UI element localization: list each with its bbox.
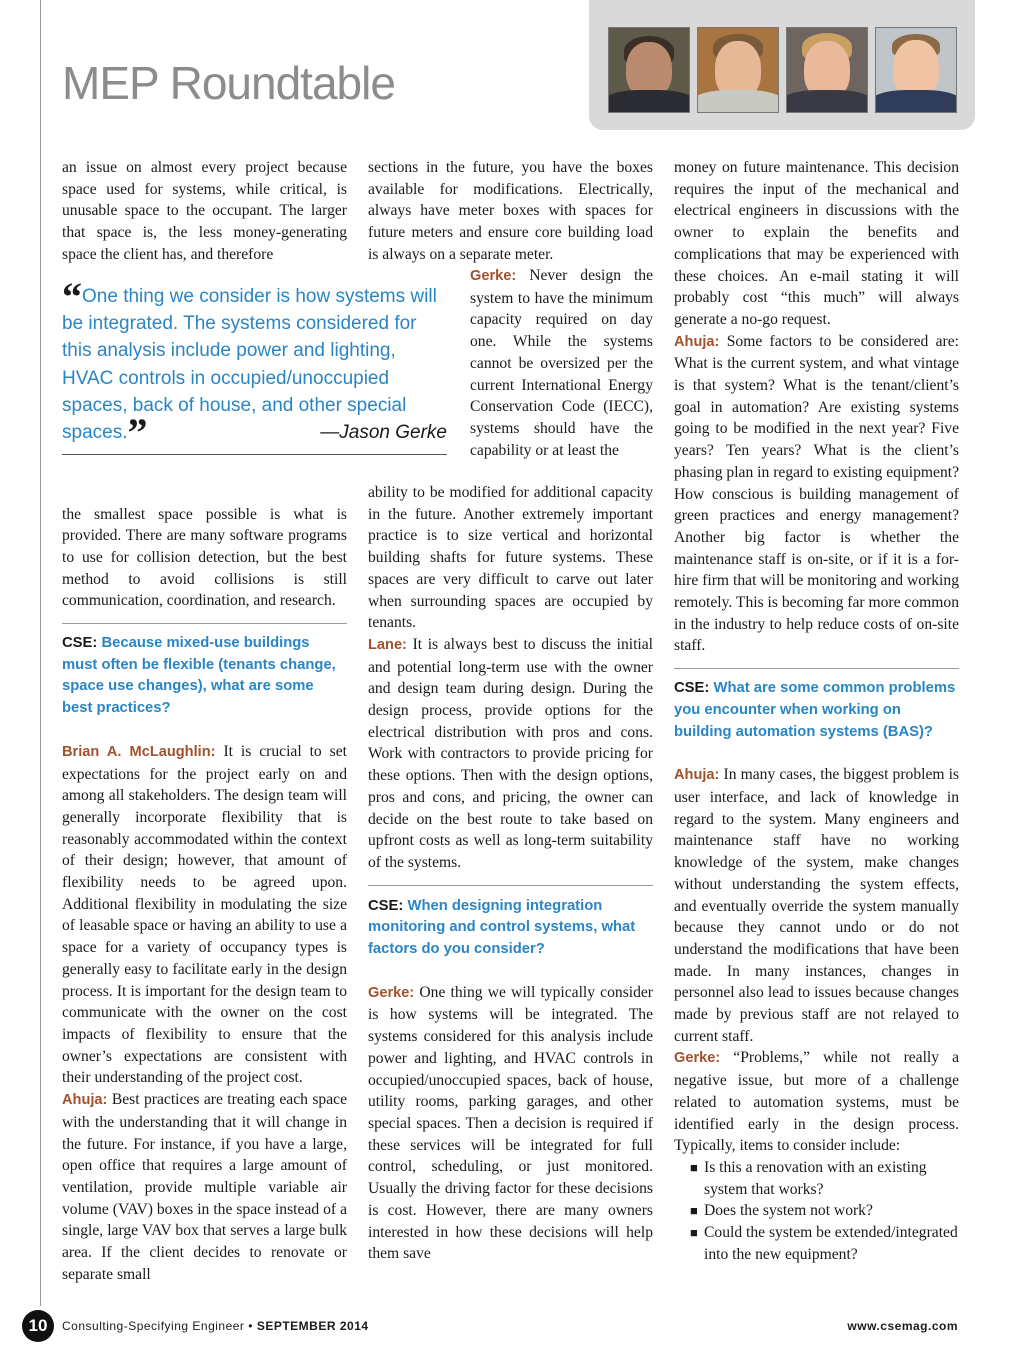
question-1: CSE: Because mixed-use buildings must often be flexible (tenants change, space use changes), what are some best practices? — [62, 635, 336, 717]
considerations-list — [674, 1157, 959, 1266]
speaker-name: Gerke: — [674, 1050, 721, 1067]
panelist-photo-1 — [608, 27, 690, 113]
website-link[interactable]: www.csemag.com — [847, 1319, 958, 1333]
panelist-photo-2 — [697, 27, 779, 113]
speaker-name: Ahuja: — [674, 333, 720, 350]
pull-quote — [62, 274, 447, 456]
panelist-photo-panel — [589, 0, 975, 130]
list-item: ■ Is this a renovation with an existing system that works? — [674, 1157, 959, 1200]
speaker-name: Gerke: — [470, 268, 517, 284]
question-3: CSE: What are some common problems you encounter when working on building automation systems (BAS)? — [674, 680, 956, 740]
open-quote-icon: “ — [62, 274, 82, 319]
lane-answer: Lane: It is always best to discuss the initial and potential long-term use with the owner and design team during design. During the design process, provide options for the electrical distribution with pros and cons. Work with contractors to provide pricing for these options. Then with the design options, pros and cons, and pricing, the owner can decide on the best route to take based on upfront costs as well as long-term suitability of the systems. — [368, 635, 653, 871]
list-item: ■ Could the system be extended/integrated into the new equipment? — [674, 1222, 959, 1265]
speaker-name: Gerke: — [368, 984, 415, 1001]
panelist-photo-4 — [875, 27, 957, 113]
divider — [674, 668, 959, 669]
page-title: MEP Roundtable — [62, 57, 395, 109]
publication-name: Consulting-Specifying Engineer — [62, 1319, 245, 1333]
col1-paragraph-1: an issue on almost every project because space used for systems, while critical, is unusable space to the occupant. The larger that space is, the less money-generating space the client has, and therefore — [62, 159, 347, 263]
divider — [368, 885, 653, 886]
col1-paragraph-2: the smallest space possible is what is provided. There are many software programs to use for collision detection, but the best method to avoid collisions is still communication, coordination, and research. — [62, 505, 347, 610]
panelist-photo-3 — [786, 27, 868, 113]
issue-date: SEPTEMBER 2014 — [256, 1319, 369, 1333]
close-quote-icon: ” — [127, 410, 148, 456]
margin-rule — [40, 0, 41, 1306]
gerke-answer-2: Gerke: One thing we will typically consider is how systems will be integrated. The systems considered for this analysis include power and lighting, and HVAC controls in occupied/unoccupied spaces, back of house, utility rooms, parking garages, and other special spaces. Then a decision is required if these services will be integrated for full control, scheduling, or just monitored. Usually the driving factor for these decisions is cost. However, there are many owners interested in how these decisions will help them save — [368, 983, 654, 1263]
page-footer — [22, 1310, 962, 1342]
gerke-answer-3: Gerke: “Problems,” while not really a negative issue, but more of a challenge related to automation systems, must be identified early in the design process. Typically, items to consider include: — [674, 1049, 960, 1155]
speaker-name: Ahuja: — [62, 1092, 108, 1109]
column-2-top — [368, 157, 653, 266]
speaker-name: Ahuja: — [674, 767, 720, 784]
mclaughlin-answer: Brian A. McLaughlin: It is crucial to set expectations for the project early on and among all stakeholders. The design team will generally incorporate flexibility that is reasonably accommodated within the context of their design; however, that amount of flexibility needs to be agreed upon. Additional flexibility in modulating the size of leasable space or having an ability to use a space for a variety of occupancy types is generally easy to facilitate early in the design process. It is important for the design team to communicate with the owner on the cost impacts of flexibility to ensure that the owner’s expectations are consistent with their understanding of the project cost. — [62, 742, 347, 1087]
divider — [62, 623, 347, 624]
speaker-name: Lane: — [368, 636, 407, 653]
pull-quote-attribution: —Jason Gerke — [320, 422, 447, 444]
ahuja-answer: Ahuja: Best practices are treating each space with the understanding that it will change in the future. For instance, if you have a large, open office that requires a large amount of ventilation, provide multiple variable air volume (VAV) boxes in the space instead of a single, large VAV box that serves a large bulk area. If the client decides to renovate or separate small — [62, 1091, 347, 1283]
page-number: 10 — [22, 1310, 54, 1342]
gerke-answer-1-continued: ability to be modified for additional capacity in the future. Another extremely important practice is to size vertical and horizontal building shafts for future systems. These spaces are very difficult to carve out later when surrounding spaces are occupied by tenants. — [368, 484, 653, 632]
question-2: CSE: When designing integration monitoring and control systems, what factors do you consider? — [368, 897, 636, 958]
list-item: ■ Does the system not work? — [674, 1200, 959, 1222]
ahuja-answer-3: Ahuja: In many cases, the biggest problem is user interface, and lack of knowledge in regard to the system. Many engineers and maintenance staff have no working knowledge of the system, make changes without understanding the system effects, and eventually override the system manually because they cannot undo or do not understand the modifications that have been made. In many instances, changes in personnel also lead to issues because changes made by previous staff are not relayed to current staff. — [674, 766, 959, 1045]
col2-paragraph-1: sections in the future, you have the boxes available for modifications. Electrically, always have meter boxes with spaces for future meters and ensure core building load is always on a separate meter. — [368, 159, 653, 263]
col3-paragraph-1: money on future maintenance. This decision requires the input of the mechanical and electrical engineers in discussions with the owner to explain the benefits and complications that may be experienced with these choices. An e-mail stating it will probably cost “this much” will always generate a no-go request. — [674, 159, 959, 328]
pull-quote-text: One thing we consider is how systems will be integrated. The systems considered for this analysis include power and lighting, HVAC controls in occupied/unoccupied spaces, back of house, and other special spaces. — [62, 286, 437, 444]
separator: • — [248, 1319, 253, 1333]
speaker-name: Brian A. McLaughlin: — [62, 743, 216, 760]
gerke-answer-1: Gerke: Never design the system to have the minimum capacity required on day one. While the systems cannot be oversized per the current International Energy Conservation Code (IECC), systems should have the capability or at least the — [470, 267, 653, 459]
publication-line — [62, 1319, 369, 1333]
ahuja-answer-2: Ahuja: Some factors to be considered are: What is the current system, and what vintage is that system? What is the tenant/client’s goal in automation? Are existing systems going to be modified in the next year? Five years? Ten years? What is the client’s phasing plan in regard to existing equipment? How conscious is building management of green practices and energy management? Another big factor is whether the maintenance staff is on-site, or if it is a for-hire firm that will be monitoring and working remotely. This is becoming far more common in the industry to help reduce costs of on-site staff. — [674, 332, 959, 655]
column-2 — [368, 482, 653, 1265]
column-3 — [674, 157, 959, 1265]
